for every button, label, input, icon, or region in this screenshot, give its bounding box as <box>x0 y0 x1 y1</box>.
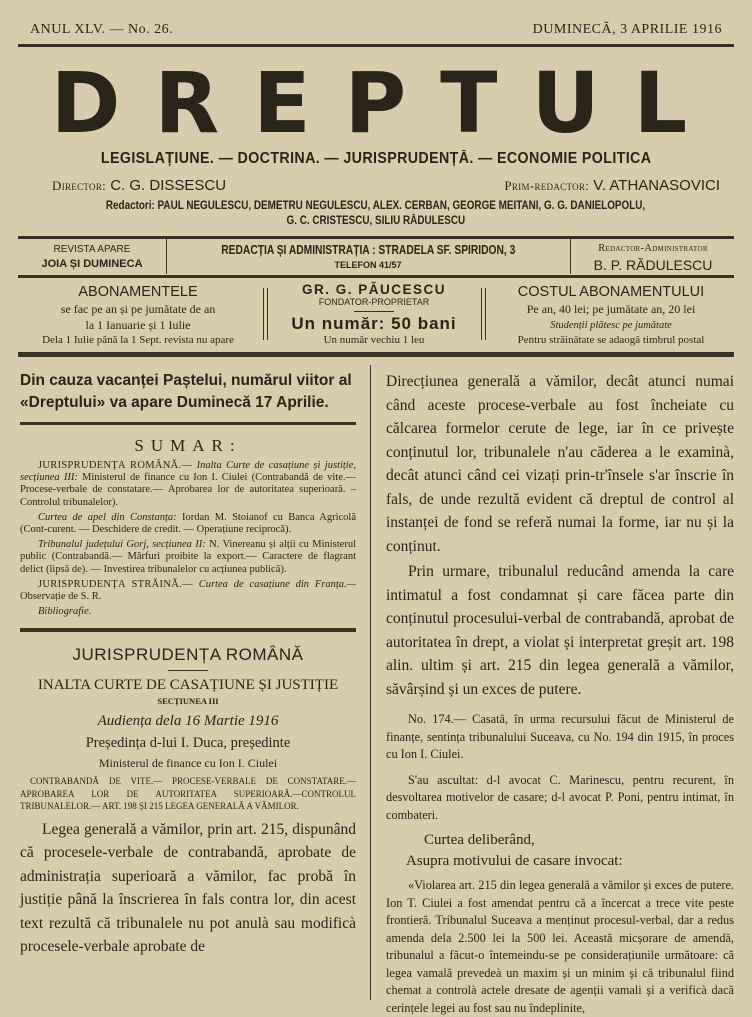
sumar-entry-text: Ministerul de finance cu Ion I. Ciulei (Contrabandă de vite.— Procese-verbale de constatare.— Aprobarea lor de autoritatea superioară. – Controlul tribunalelor). <box>20 472 356 508</box>
divider <box>166 239 167 274</box>
sumar-entry-court: Curtea de casațiune din Franța.— <box>192 578 356 590</box>
sumar-list <box>20 460 356 618</box>
redactori-line2: G. C. CRISTESCU, SILIU RĂDULESCU <box>286 215 466 227</box>
divider <box>18 236 734 239</box>
director <box>52 177 226 194</box>
redactori <box>0 199 752 229</box>
subscriptions-line: se fac pe an și pe jumătate de an <box>60 302 216 316</box>
paragraph: Direcțiunea generală a vămilor, decât atunci numai când aceste procese-verbale au fost încheiate cu călcarea formelor cerute de lege, iar în ce privește conținutul lor, tribunalele n'au căderea a le examinà, decât atunci când cei vizați prin-tr'însele s'ar înscrie în fals, de unde rezultă evident că dreptul de control al instanței de fond se referă numai la forme, iar nu și la conținut. <box>386 373 734 555</box>
notice: Din cauza vacanței Paștelui, numărul viitor al «Dreptului» va apare Duminecă 17 Aprilie. <box>20 372 352 411</box>
sumar-entry-text: N. Vinereanu și alții cu Ministerul public (Contrabandă.— Mărfuri proibite la export.— Caractere de flagrant delict (lipsă de). — Investirea tribunalelor cu acțiunea publică). <box>20 539 357 575</box>
divider <box>20 422 356 425</box>
admin-label: Redactor-Administrator <box>598 243 708 254</box>
cost-box <box>487 282 735 349</box>
sumar-entry <box>20 579 356 603</box>
divider <box>18 275 734 278</box>
appears-days: JOIA ȘI DUMINECA <box>41 258 143 270</box>
ornament-divider <box>481 288 486 340</box>
subscriptions-box <box>16 282 260 349</box>
heard-counsel: S'au ascultat: d-l avocat C. Marinescu, pentru recurent, în desvoltarea motivelor de casare; d-l avocat P. Poni, pentru intimat, în combateri. <box>386 772 734 822</box>
subtitle-text: LEGISLAȚIUNE. — DOCTRINA. — JURISPRUDENȚĂ. — ECONOMIE POLITICA <box>100 150 652 167</box>
divider <box>18 352 734 357</box>
prim-redactor-label: Prim-redactor: <box>504 178 590 193</box>
founder-name: GR. G. PĂUCESCU <box>301 282 446 297</box>
section-title: JURISPRUDENȚA ROMÂNĂ <box>72 645 304 665</box>
quote-block <box>386 877 734 1017</box>
paragraph: Prin urmare, tribunalul reducând amenda la care intimatul a fost condamnat și care făcea parte din conținutul procesului-verbal de contrabandă, aprobat de autoritatea în drept, a violat și interpretat greșit art. 198 alin. ultim și art. 215 din legea generală a vămilor, săvârșind și un exces de putere. <box>386 563 734 698</box>
sumar-entry-head: JURISPRUDENȚA ROMÂNĂ.— <box>38 460 193 471</box>
issue-number: ANUL XLV. — No. 26. <box>30 22 174 37</box>
decision: No. 174.— Casată, în urma recursului făcut de Ministerul de finanțe, sentința tribunalului Suceava, cu No. 194 din 1915, în proces cu Ion I. Ciulei. <box>386 712 734 761</box>
sumar-entry-bibliography: Bibliografie. <box>38 606 92 618</box>
quote: «Violarea art. 215 din legea generală a vămilor și exces de putere. Ion T. Ciulei a fost amendat pentru că a încercat a trece vite peste frontieră. Tribunalul Suceava a menținut procesul-verbal, dar a redus amenda dela 2.500 lei la 500 lei. Această micșorare de amendă, tribunalul a făcut-o întemeindu-se pe considerațiunile următoare: că legea vamală prevedeà un maxim și un minim și că tribunalul fiind chemat a controlà actele dresate de agenții vamali și a verificà dacă cerințele legei au fost sau nu îndeplinite, <box>386 878 734 1015</box>
on-motive: Asupra motivului de casare invocat: <box>406 853 623 869</box>
sumar-entry <box>20 606 356 618</box>
subscriptions-line: Dela 1 Iulie până la 1 Sept. revista nu apare <box>42 334 234 346</box>
subtitle <box>0 150 752 168</box>
presidency: Președința d-lui I. Duca, președinte <box>85 735 291 752</box>
court-chamber: SECȚIUNEA III <box>157 696 219 707</box>
hearing-date: Audiența dela 16 Martie 1916 <box>97 713 279 730</box>
column-divider <box>370 365 371 1000</box>
subscriptions-line: la 1 Ianuarie și 1 Iulie <box>85 317 191 332</box>
sumar-entry-court: Inalta Curte de casațiune și justiție, secțiunea III: <box>20 460 356 484</box>
sumar-entry-head: JURISPRUDENȚA STRĂINĂ.— <box>38 578 193 590</box>
paragraph: Legea generală a vămilor, prin art. 215, dispunând că procesele-verbale de contrabandă, aprobate de administrația superioară a vămilor, fac probă în justiție până la înscrierea în fals contra lor, din acest text rezultă că tribunalele nu pot anulà sau modificà procesele-verbale aprobate de <box>20 820 356 956</box>
divider <box>20 628 356 632</box>
sumar-entry-text: Observație de S. R. <box>20 591 102 603</box>
subscriptions-title: ABONAMENTELE <box>78 284 198 300</box>
deliberating: Curtea deliberând, <box>424 832 535 848</box>
appears-label: REVISTA APARE <box>53 244 131 255</box>
old-price: Un număr vechiu 1 leu <box>323 334 425 346</box>
left-column <box>20 370 356 959</box>
cost-line: Pentru străinătate se adaogă timbrul postal <box>517 334 705 346</box>
parties: Ministerul de finance cu Ion I. Ciulei <box>98 756 278 771</box>
sumar-entry <box>20 460 356 509</box>
court-name: INALTA CURTE DE CASAȚIUNE ȘI JUSTIȚIE <box>37 677 339 694</box>
admin-box <box>572 241 734 273</box>
prim-redactor <box>504 177 720 194</box>
article-body-left <box>20 818 356 959</box>
admin-name: B. P. RĂDULESCU <box>593 257 713 273</box>
founder-box <box>270 282 478 346</box>
director-label: Director: <box>52 178 107 193</box>
director-name: C. G. DISSESCU <box>110 177 227 194</box>
appears-box <box>18 243 166 271</box>
cost-line: Studenții plătesc pe jumătate <box>550 319 672 331</box>
sumar-entry-court: Curtea de apel din Constanța: <box>38 511 177 523</box>
divider <box>18 44 734 47</box>
divider <box>570 239 571 274</box>
keywords: CONTRABANDĂ DE VITE.— PROCESE-VERBALE DE CONSTATARE.— APROBAREA LOR DE AUTORITATEA SUPERIOARĂ.—CONTROLUL TRIBUNALELOR.— ART. 198 ȘI 215 LEGEA GENERALĂ A VĂMILOR. <box>20 776 356 812</box>
decision-block <box>386 711 734 824</box>
sumar-entry <box>20 512 356 536</box>
right-column <box>386 370 734 1017</box>
founder-role: FONDATOR-PROPRIETAR <box>318 297 430 307</box>
redactori-line1: PAUL NEGULESCU, DEMETRU NEGULESCU, ALEX. CERBAN, GEORGE MEITANI, G. G. DANIELOPOLU, <box>158 200 646 212</box>
cost-line: Pe an, 40 lei; pe jumătate an, 20 lei <box>526 302 696 316</box>
phone: TELEFON 41/57 <box>334 260 402 270</box>
divider <box>354 311 394 312</box>
sumar-entry-court: Tribunalul județului Gorj, secțiunea II: <box>38 539 206 551</box>
sumar-title: SUMAR: <box>134 436 242 455</box>
prim-redactor-name: V. ATHANASOVICI <box>593 177 720 194</box>
redactori-label: Redactori: <box>106 200 156 212</box>
price: Un număr: 50 bani <box>291 314 457 333</box>
ornament-divider <box>263 288 268 340</box>
address-box <box>168 243 568 273</box>
address: REDACȚIA ȘI ADMINISTRAȚIA : STRADELA SF. SPIRIDON, 3 <box>220 243 516 257</box>
cost-title: COSTUL ABONAMENTULUI <box>517 284 705 300</box>
sumar-entry-text: Iordan M. Stoianof cu Banca Agricolă (Cont-curent. — Deschidere de credit. — Operațiune reciprocă). <box>20 511 357 536</box>
sumar-entry <box>20 539 356 576</box>
masthead: DREPTUL <box>50 54 722 152</box>
redactori-line1-wrap <box>106 199 645 214</box>
article-body-right <box>386 370 734 701</box>
divider <box>168 670 208 671</box>
issue-date: DUMINECĂ, 3 APRILIE 1916 <box>532 22 722 37</box>
